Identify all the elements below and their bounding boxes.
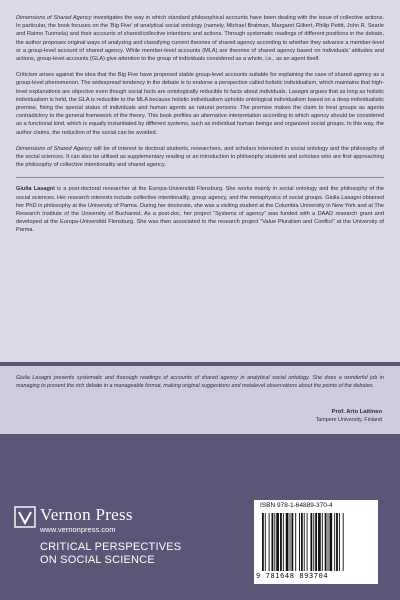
isbn-label: ISBN 978-1-64889-370-4 [260, 502, 333, 509]
author-name: Giulia Lasagni [16, 186, 55, 193]
book-title-ref: Dimensions of Shared Agency [16, 145, 92, 152]
author-bio-text: is a post-doctoral researcher at the Europa-Universität Flensburg. She works mainly in social ontology and the philosophy of the social sciences. Her research interests include collective intentionality, group agency, and the metaphysics of social groups. Giulia Lasagni obtained her PhD in philosophy at the University of Parma. During her doctorate, she was a visiting student at the Columbia University in New York and at The Research Institute of the University of Bucharest. As a post-doc, her project “Systems of agency” was funded with a DAAD research grant and developed at the Europa-Universität Flensburg. She was then associated to the research project “Value Pluralism and Conflict” at the University of Parma. [16, 186, 384, 234]
endorsement-panel [0, 366, 400, 434]
blurb-text-1: investigates the way in which standard philosophical accounts have been dealing with the issue of collective actions. In particular, the book focuses on the ‘Big Five’ of analytical social ontology (namely, Michael Bratman, Margaret Gilbert, Philip Pettit, John R. Searle and Raimo Tuomela) and their accounts of shared/collective intentions and actions. Through systematic readings of different positions in the debate, the author proposes original ways of analyzing and classifying current theories of shared agency according to whether they advance a member-level or a group-level account of shared agency. While member-level accounts (MLA) are theories of shared agency based on individuals’ attitudes and actions, group-level accounts (GLA) give attention to the group of individuals considered as a whole, i.e., as an agent itself. [16, 15, 384, 63]
vernon-press-logo-icon [14, 506, 36, 528]
publisher-url[interactable]: www.vernonpress.com [40, 525, 116, 534]
barcode-icon [260, 513, 372, 571]
blurb-paragraph-3 [16, 145, 384, 170]
blurb-paragraph-1 [16, 14, 384, 63]
endorsement-quote: Giulia Lasagni presents systematic and thorough readings of accounts of shared agency in analytical social ontology. She does a wonderful job in managing to present the rich debate in a manageable format, making original suggestions and metalevel observations about the points of the debates. [16, 375, 384, 389]
publisher-name: Vernon Press [40, 505, 133, 524]
blurb-paragraph-2: Criticism arises against the idea that the Big Five have proposed stable group-level accounts suitable for explaining the case of shared agency as a group-level phenomenon. The widespread tendency in the debate is to endorse a perspective called holistic individualism, which maintains that high-level explanations are objective even though social facts are ontologically reducible to facts about individuals. Lasagni argues that as long as holistic individualism is held, the GLA is reducible to the MLA because holistic individualism upholds ontological individualism based on a deep individualistic premise, fixing the special status of individuals and human agents as natural persons. The premise makes the claim to treat groups as agents contradictory to the general framework of the theory. This book profiles an alternative interpretation according to which agency should be considered as a functional kind, which is equally instantiated by different systems, such as individual human beings and organized social groups. In this way, the author claims, the reduction of the social can be avoided. [16, 72, 384, 136]
isbn-barcode-box [254, 500, 378, 584]
series-title [40, 541, 181, 566]
endorser-name: Prof. Arto Laitinen [331, 409, 382, 415]
barcode-digits: 9 781648 893704 [256, 572, 329, 580]
endorser-affiliation: Tampere University, Finland [315, 417, 382, 423]
blurb-text-3: will be of interest to doctoral students, researchers, and scholars interested in social ontology and the philosophy of the social sciences. It can also be utilised as supplementary reading or an introduction to philosophy students and scholars who are first approaching the philosophy of collective intentionality and shared agency. [16, 145, 384, 169]
book-title-ref: Dimensions of Shared Agency [16, 15, 92, 21]
author-bio [16, 177, 384, 234]
series-line-2: ON SOCIAL SCIENCE [40, 553, 155, 566]
series-line-1: CRITICAL PERSPECTIVES [40, 541, 182, 553]
